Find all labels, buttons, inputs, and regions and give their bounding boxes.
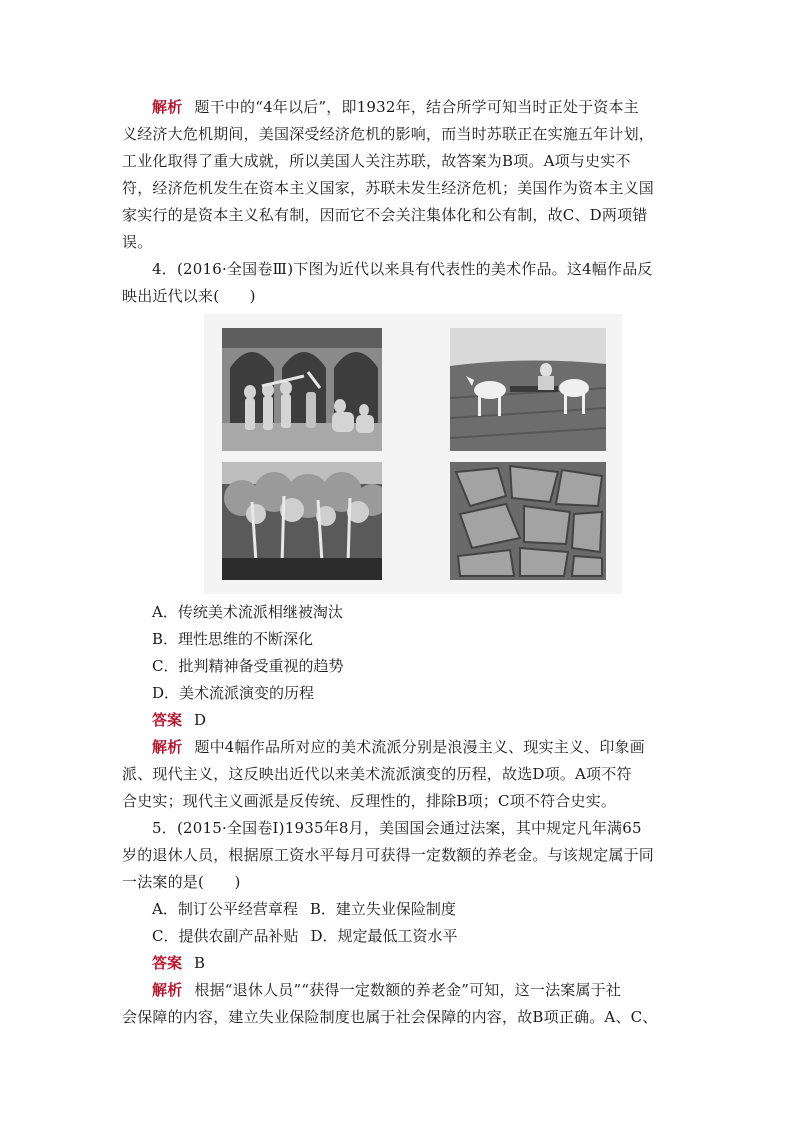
- q3-analysis-line: 义经济大危机期间，美国深受经济危机的影响，而当时苏联正在实施五年计划，: [122, 125, 655, 143]
- q5-answer: [152, 950, 205, 977]
- q4-stem-line: 映出近代以来( ): [122, 287, 256, 305]
- q4-analysis-line: 派、现代主义，这反映出近代以来美术流派演变的历程，故选D项。A项不符: [122, 765, 632, 783]
- q5-stem-line: 5．(2015·全国卷Ⅰ)1935年8月，美国国会通过法案，其中规定凡年满65: [152, 819, 642, 837]
- answer-value: B: [194, 954, 206, 972]
- q5-options-row-1: [152, 896, 456, 923]
- q4-analysis-line: 解析 题中4幅作品所对应的美术流派分别是浪漫主义、现实主义、印象画: [152, 738, 645, 756]
- q3-analysis-line: 家实行的是资本主义私有制，因而它不会关注集体化和公有制，故C、D两项错: [122, 206, 648, 224]
- q3-analysis: [122, 94, 674, 256]
- romanticism-painting-icon: [222, 328, 382, 451]
- q5-analysis-line: 解析 根据“退休人员”“获得一定数额的养老金”可知，这一法案属于社: [152, 981, 622, 999]
- answer-label: 答案: [152, 954, 183, 972]
- q5-stem-line: 岁的退休人员，根据原工资水平每月可获得一定数额的养老金。与该规定属于同: [122, 846, 655, 864]
- q4-answer: [152, 707, 206, 734]
- q5-analysis-line: 会保障的内容，建立失业保险制度也属于社会保障的内容，故B项正确。A、C、: [122, 1008, 658, 1026]
- realism-painting-icon: [450, 328, 606, 451]
- q5-option-d: D．规定最低工资水平: [310, 927, 458, 945]
- q4-option-c: C．批判精神备受重视的趋势: [152, 657, 344, 675]
- impressionism-painting-icon: [222, 462, 382, 580]
- art-works-figure: [204, 314, 622, 594]
- answer-label: 答案: [152, 711, 183, 729]
- q3-analysis-line: 符，经济危机发生在资本主义国家，苏联未发生经济危机；美国作为资本主义国: [122, 179, 655, 197]
- q3-analysis-line: 工业化取得了重大成就，所以美国人关注苏联，故答案为B项。A项与史实不: [122, 152, 631, 170]
- q4-stem: [122, 256, 674, 310]
- answer-value: D: [194, 711, 207, 729]
- q5-option-b: B．建立失业保险制度: [309, 900, 456, 918]
- q5-stem: [122, 815, 674, 896]
- q3-analysis-line: 误。: [122, 233, 153, 251]
- q4-stem-line: 4．(2016·全国卷Ⅲ)下图为近代以来具有代表性的美术作品。这4幅作品反: [152, 260, 653, 278]
- q4-option-b: B．理性思维的不断深化: [152, 630, 314, 648]
- analysis-label: 解析: [152, 981, 183, 999]
- q5-options-row-2: [152, 923, 458, 950]
- q5-analysis: [122, 977, 674, 1031]
- q5-option-c: C．提供农副产品补贴: [152, 927, 299, 945]
- q4-option-a: A．传统美术流派相继被淘汰: [152, 603, 343, 621]
- modernism-painting-icon: [450, 462, 606, 580]
- q5-stem-line: 一法案的是( ): [122, 873, 241, 891]
- q4-option-d: D．美术流派演变的历程: [152, 684, 315, 702]
- analysis-label: 解析: [152, 98, 183, 116]
- q4-analysis-line: 合史实；现代主义画派是反传统、反理性的，排除B项；C项不符合史实。: [122, 792, 617, 810]
- q5-option-a: A．制订公平经营章程: [152, 900, 298, 918]
- q3-analysis-line: 解析 题干中的“4年以后”，即1932年，结合所学可知当时正处于资本主: [152, 98, 639, 116]
- q4-analysis: [122, 734, 674, 815]
- analysis-label: 解析: [152, 738, 183, 756]
